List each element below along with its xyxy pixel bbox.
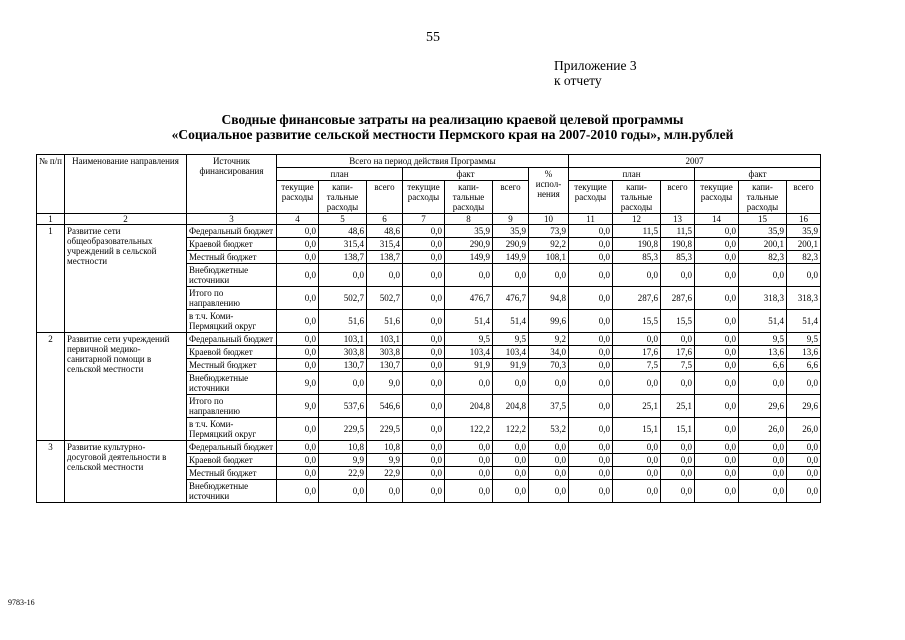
column-number-cell: 15 [739, 214, 787, 225]
value-cell: 149,9 [445, 251, 493, 264]
value-cell: 91,9 [493, 359, 529, 372]
header-period-plan: план [277, 168, 403, 181]
value-cell: 318,3 [739, 287, 787, 310]
value-cell: 51,6 [319, 310, 367, 333]
value-cell: 502,7 [319, 287, 367, 310]
value-cell: 9,0 [277, 395, 319, 418]
value-cell: 0,0 [277, 238, 319, 251]
column-number-cell: 1 [37, 214, 65, 225]
header-total: всего [787, 181, 821, 214]
value-cell: 0,0 [445, 441, 493, 454]
value-cell: 10,8 [319, 441, 367, 454]
value-cell: 103,1 [367, 333, 403, 346]
value-cell: 0,0 [787, 480, 821, 503]
value-cell: 0,0 [695, 395, 739, 418]
value-cell: 0,0 [661, 441, 695, 454]
value-cell: 0,0 [529, 454, 569, 467]
value-cell: 303,8 [319, 346, 367, 359]
value-cell: 0,0 [787, 372, 821, 395]
value-cell: 13,6 [787, 346, 821, 359]
value-cell: 7,5 [661, 359, 695, 372]
document-title [0, 112, 905, 142]
header-current: текущие расходы [277, 181, 319, 214]
column-number-cell: 7 [403, 214, 445, 225]
value-cell: 51,4 [739, 310, 787, 333]
value-cell: 0,0 [613, 264, 661, 287]
value-cell: 9,2 [529, 333, 569, 346]
value-cell: 48,6 [367, 225, 403, 238]
value-cell: 92,2 [529, 238, 569, 251]
value-cell: 37,5 [529, 395, 569, 418]
value-cell: 229,5 [319, 418, 367, 441]
value-cell: 0,0 [613, 467, 661, 480]
value-cell: 103,4 [445, 346, 493, 359]
value-cell: 138,7 [367, 251, 403, 264]
value-cell: 0,0 [403, 418, 445, 441]
value-cell: 0,0 [403, 441, 445, 454]
column-number-cell: 11 [569, 214, 613, 225]
value-cell: 0,0 [569, 333, 613, 346]
value-cell: 0,0 [529, 467, 569, 480]
value-cell: 122,2 [493, 418, 529, 441]
value-cell: 502,7 [367, 287, 403, 310]
column-number-cell: 14 [695, 214, 739, 225]
value-cell: 200,1 [787, 238, 821, 251]
value-cell: 0,0 [661, 372, 695, 395]
value-cell: 25,1 [613, 395, 661, 418]
value-cell: 204,8 [493, 395, 529, 418]
funding-source: Краевой бюджет [187, 238, 277, 251]
value-cell: 51,4 [493, 310, 529, 333]
column-number-cell: 12 [613, 214, 661, 225]
value-cell: 0,0 [445, 372, 493, 395]
value-cell: 0,0 [695, 251, 739, 264]
funding-source: Федеральный бюджет [187, 333, 277, 346]
value-cell: 138,7 [319, 251, 367, 264]
value-cell: 0,0 [661, 467, 695, 480]
value-cell: 0,0 [569, 395, 613, 418]
value-cell: 0,0 [403, 454, 445, 467]
value-cell: 13,6 [739, 346, 787, 359]
value-cell: 0,0 [739, 467, 787, 480]
header-total: всего [493, 181, 529, 214]
value-cell: 0,0 [277, 454, 319, 467]
value-cell: 35,9 [493, 225, 529, 238]
title-line-1: Сводные финансовые затраты на реализацию краевой целевой программы [221, 112, 684, 127]
value-cell: 0,0 [403, 333, 445, 346]
value-cell: 0,0 [403, 310, 445, 333]
value-cell: 0,0 [661, 333, 695, 346]
value-cell: 0,0 [569, 467, 613, 480]
value-cell: 9,9 [319, 454, 367, 467]
value-cell: 290,9 [445, 238, 493, 251]
value-cell: 0,0 [367, 480, 403, 503]
value-cell: 0,0 [403, 251, 445, 264]
value-cell: 0,0 [569, 359, 613, 372]
value-cell: 15,5 [661, 310, 695, 333]
value-cell: 0,0 [277, 441, 319, 454]
value-cell: 25,1 [661, 395, 695, 418]
value-cell: 0,0 [661, 264, 695, 287]
header-current: текущие расходы [403, 181, 445, 214]
value-cell: 94,8 [529, 287, 569, 310]
value-cell: 0,0 [613, 333, 661, 346]
value-cell: 9,0 [367, 372, 403, 395]
value-cell: 73,9 [529, 225, 569, 238]
value-cell: 0,0 [445, 454, 493, 467]
value-cell: 190,8 [661, 238, 695, 251]
value-cell: 0,0 [403, 480, 445, 503]
value-cell: 0,0 [493, 467, 529, 480]
value-cell: 9,5 [739, 333, 787, 346]
value-cell: 10,8 [367, 441, 403, 454]
value-cell: 0,0 [787, 441, 821, 454]
value-cell: 91,9 [445, 359, 493, 372]
column-number-cell: 2 [65, 214, 187, 225]
value-cell: 15,5 [613, 310, 661, 333]
value-cell: 0,0 [695, 333, 739, 346]
value-cell: 0,0 [277, 310, 319, 333]
value-cell: 537,6 [319, 395, 367, 418]
value-cell: 85,3 [661, 251, 695, 264]
value-cell: 0,0 [739, 454, 787, 467]
funding-source: в т.ч. Коми-Пермяцкий округ [187, 418, 277, 441]
value-cell: 0,0 [277, 346, 319, 359]
value-cell: 315,4 [367, 238, 403, 251]
value-cell: 51,4 [787, 310, 821, 333]
header-percent: % испол-нения [529, 168, 569, 214]
value-cell: 29,6 [739, 395, 787, 418]
value-cell: 103,4 [493, 346, 529, 359]
value-cell: 0,0 [277, 287, 319, 310]
column-number-cell: 16 [787, 214, 821, 225]
value-cell: 0,0 [787, 467, 821, 480]
header-period-fact: факт [403, 168, 529, 181]
value-cell: 0,0 [493, 480, 529, 503]
header-current: текущие расходы [569, 181, 613, 214]
value-cell: 0,0 [277, 418, 319, 441]
header-capital: капи-тальные расходы [613, 181, 661, 214]
header-capital: капи-тальные расходы [739, 181, 787, 214]
value-cell: 0,0 [695, 480, 739, 503]
header-year-fact: факт [695, 168, 821, 181]
funding-source: Внебюджетные источники [187, 372, 277, 395]
value-cell: 0,0 [403, 372, 445, 395]
funding-source: Краевой бюджет [187, 454, 277, 467]
value-cell: 108,1 [529, 251, 569, 264]
value-cell: 0,0 [739, 480, 787, 503]
value-cell: 0,0 [569, 310, 613, 333]
value-cell: 0,0 [403, 359, 445, 372]
document-code: 9783-16 [8, 598, 35, 607]
value-cell: 130,7 [319, 359, 367, 372]
header-capital: капи-тальные расходы [445, 181, 493, 214]
funding-source: Итого по направлению [187, 287, 277, 310]
column-number-cell: 10 [529, 214, 569, 225]
table-row [37, 441, 821, 454]
value-cell: 0,0 [695, 372, 739, 395]
value-cell: 0,0 [569, 480, 613, 503]
funding-source: Федеральный бюджет [187, 441, 277, 454]
column-number-cell: 4 [277, 214, 319, 225]
value-cell: 26,0 [787, 418, 821, 441]
value-cell: 34,0 [529, 346, 569, 359]
value-cell: 149,9 [493, 251, 529, 264]
value-cell: 0,0 [695, 225, 739, 238]
value-cell: 35,9 [445, 225, 493, 238]
value-cell: 17,6 [661, 346, 695, 359]
value-cell: 15,1 [613, 418, 661, 441]
value-cell: 11,5 [661, 225, 695, 238]
value-cell: 0,0 [445, 467, 493, 480]
header-num: № п/п [37, 155, 65, 214]
value-cell: 0,0 [695, 418, 739, 441]
value-cell: 82,3 [739, 251, 787, 264]
section-name: Развитие сети общеобразовательных учреждений в сельской местности [65, 225, 187, 333]
header-year: 2007 [569, 155, 821, 168]
value-cell: 122,2 [445, 418, 493, 441]
header-total: всего [661, 181, 695, 214]
value-cell: 7,5 [613, 359, 661, 372]
value-cell: 0,0 [367, 264, 403, 287]
value-cell: 85,3 [613, 251, 661, 264]
value-cell: 26,0 [739, 418, 787, 441]
value-cell: 9,9 [367, 454, 403, 467]
value-cell: 51,6 [367, 310, 403, 333]
value-cell: 0,0 [529, 372, 569, 395]
appendix-label [554, 58, 637, 88]
value-cell: 0,0 [695, 441, 739, 454]
value-cell: 0,0 [445, 480, 493, 503]
value-cell: 22,9 [367, 467, 403, 480]
value-cell: 70,3 [529, 359, 569, 372]
value-cell: 0,0 [661, 454, 695, 467]
value-cell: 0,0 [569, 287, 613, 310]
value-cell: 15,1 [661, 418, 695, 441]
value-cell: 0,0 [569, 238, 613, 251]
value-cell: 99,6 [529, 310, 569, 333]
value-cell: 0,0 [493, 441, 529, 454]
funding-source: Федеральный бюджет [187, 225, 277, 238]
value-cell: 0,0 [529, 480, 569, 503]
value-cell: 0,0 [277, 264, 319, 287]
value-cell: 287,6 [661, 287, 695, 310]
value-cell: 0,0 [569, 264, 613, 287]
value-cell: 318,3 [787, 287, 821, 310]
value-cell: 0,0 [529, 441, 569, 454]
value-cell: 200,1 [739, 238, 787, 251]
value-cell: 0,0 [277, 480, 319, 503]
value-cell: 9,5 [493, 333, 529, 346]
header-source: Источник финансирования [187, 155, 277, 214]
value-cell: 11,5 [613, 225, 661, 238]
appendix-line-2: к отчету [554, 73, 602, 88]
value-cell: 0,0 [569, 251, 613, 264]
value-cell: 0,0 [569, 454, 613, 467]
value-cell: 0,0 [613, 480, 661, 503]
value-cell: 0,0 [403, 467, 445, 480]
value-cell: 51,4 [445, 310, 493, 333]
table-body [37, 214, 821, 503]
value-cell: 0,0 [403, 346, 445, 359]
value-cell: 315,4 [319, 238, 367, 251]
value-cell: 103,1 [319, 333, 367, 346]
value-cell: 0,0 [695, 359, 739, 372]
column-number-cell: 13 [661, 214, 695, 225]
header-capital: капи-тальные расходы [319, 181, 367, 214]
value-cell: 0,0 [695, 467, 739, 480]
value-cell: 6,6 [739, 359, 787, 372]
value-cell: 0,0 [403, 395, 445, 418]
funding-source: Местный бюджет [187, 251, 277, 264]
column-number-cell: 3 [187, 214, 277, 225]
column-number-cell: 6 [367, 214, 403, 225]
section-number: 3 [37, 441, 65, 503]
title-line-2: «Социальное развитие сельской местности Пермского края на 2007-2010 годы», млн.рублей [171, 127, 734, 142]
header-current: текущие расходы [695, 181, 739, 214]
value-cell: 0,0 [787, 264, 821, 287]
value-cell: 0,0 [569, 372, 613, 395]
value-cell: 53,2 [529, 418, 569, 441]
table-row [37, 333, 821, 346]
value-cell: 0,0 [695, 346, 739, 359]
value-cell: 9,5 [445, 333, 493, 346]
value-cell: 0,0 [613, 372, 661, 395]
header-total: всего [367, 181, 403, 214]
funding-source: Местный бюджет [187, 359, 277, 372]
value-cell: 0,0 [319, 480, 367, 503]
funding-source: Краевой бюджет [187, 346, 277, 359]
value-cell: 0,0 [695, 264, 739, 287]
value-cell: 0,0 [613, 441, 661, 454]
section-name: Развитие сети учреждений первичной медико-санитарной помощи в сельской местности [65, 333, 187, 441]
value-cell: 0,0 [695, 238, 739, 251]
header-period: Всего на период действия Программы [277, 155, 569, 168]
value-cell: 0,0 [319, 264, 367, 287]
funding-source: Внебюджетные источники [187, 480, 277, 503]
column-number-cell: 5 [319, 214, 367, 225]
value-cell: 17,6 [613, 346, 661, 359]
value-cell: 0,0 [493, 454, 529, 467]
value-cell: 0,0 [403, 264, 445, 287]
value-cell: 0,0 [569, 418, 613, 441]
financial-table [36, 154, 821, 503]
value-cell: 0,0 [319, 372, 367, 395]
value-cell: 0,0 [695, 287, 739, 310]
value-cell: 0,0 [529, 264, 569, 287]
value-cell: 546,6 [367, 395, 403, 418]
section-number: 2 [37, 333, 65, 441]
value-cell: 0,0 [787, 454, 821, 467]
value-cell: 0,0 [569, 441, 613, 454]
value-cell: 190,8 [613, 238, 661, 251]
value-cell: 0,0 [613, 454, 661, 467]
value-cell: 0,0 [569, 225, 613, 238]
value-cell: 0,0 [277, 359, 319, 372]
column-number-cell: 9 [493, 214, 529, 225]
value-cell: 22,9 [319, 467, 367, 480]
value-cell: 35,9 [739, 225, 787, 238]
value-cell: 0,0 [277, 225, 319, 238]
value-cell: 0,0 [493, 372, 529, 395]
funding-source: Местный бюджет [187, 467, 277, 480]
value-cell: 287,6 [613, 287, 661, 310]
value-cell: 0,0 [277, 251, 319, 264]
value-cell: 48,6 [319, 225, 367, 238]
funding-source: Внебюджетные источники [187, 264, 277, 287]
section-name: Развитие культурно-досуговой деятельности в сельской местности [65, 441, 187, 503]
funding-source: в т.ч. Коми-Пермяцкий округ [187, 310, 277, 333]
column-numbers-row [37, 214, 821, 225]
value-cell: 476,7 [445, 287, 493, 310]
value-cell: 290,9 [493, 238, 529, 251]
column-number-cell: 8 [445, 214, 493, 225]
value-cell: 0,0 [403, 238, 445, 251]
funding-source: Итого по направлению [187, 395, 277, 418]
header-year-plan: план [569, 168, 695, 181]
value-cell: 0,0 [445, 264, 493, 287]
value-cell: 35,9 [787, 225, 821, 238]
value-cell: 9,0 [277, 372, 319, 395]
value-cell: 82,3 [787, 251, 821, 264]
value-cell: 303,8 [367, 346, 403, 359]
value-cell: 0,0 [493, 264, 529, 287]
header-name: Наименование направления [65, 155, 187, 214]
page-number: 55 [426, 30, 440, 45]
value-cell: 229,5 [367, 418, 403, 441]
value-cell: 0,0 [739, 264, 787, 287]
value-cell: 476,7 [493, 287, 529, 310]
value-cell: 130,7 [367, 359, 403, 372]
section-number: 1 [37, 225, 65, 333]
value-cell: 0,0 [661, 480, 695, 503]
appendix-line-1: Приложение 3 [554, 58, 637, 73]
table-row [37, 225, 821, 238]
value-cell: 204,8 [445, 395, 493, 418]
value-cell: 0,0 [403, 287, 445, 310]
value-cell: 0,0 [695, 454, 739, 467]
value-cell: 29,6 [787, 395, 821, 418]
value-cell: 0,0 [403, 225, 445, 238]
value-cell: 0,0 [277, 467, 319, 480]
value-cell: 9,5 [787, 333, 821, 346]
value-cell: 0,0 [739, 372, 787, 395]
value-cell: 0,0 [739, 441, 787, 454]
value-cell: 0,0 [569, 346, 613, 359]
value-cell: 0,0 [277, 333, 319, 346]
value-cell: 6,6 [787, 359, 821, 372]
value-cell: 0,0 [695, 310, 739, 333]
